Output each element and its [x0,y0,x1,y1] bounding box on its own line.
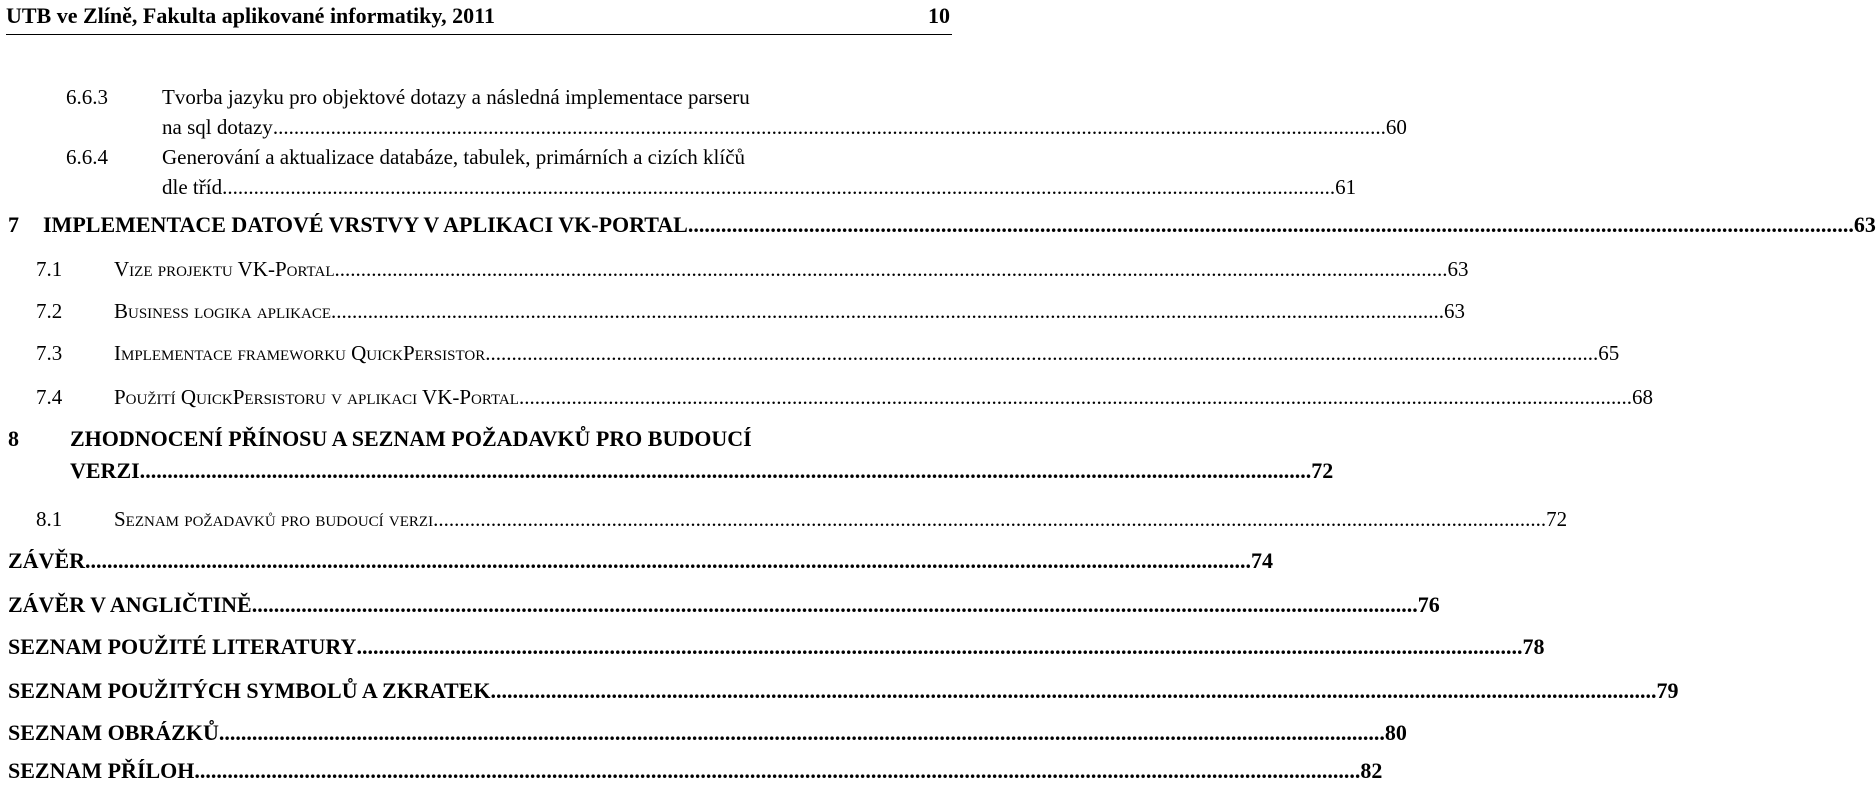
toc-entry-6-6-3-title-cont: na sql dotazy [162,115,273,139]
toc-entry-8-1-title: Seznam požadavků pro budoucí verzi [114,507,434,531]
leader-dots: .................................................................................................................................................................................................................... [194,758,1361,783]
toc-entry-symboly[interactable] [8,676,1679,706]
toc-entry-literatura-title: SEZNAM POUŽITÉ LITERATURY [8,634,357,659]
toc-entry-7-number: 7 [8,212,19,237]
toc-entry-7-page: 63 [1853,212,1876,237]
toc-entry-obrazky-title: SEZNAM OBRÁZKŮ [8,720,219,745]
toc-entry-obrazky[interactable] [8,718,1407,748]
toc-entry-zaver[interactable] [8,546,1274,576]
toc-entry-literatura[interactable] [8,632,1545,662]
toc-entry-zaver-title: ZÁVĚR [8,548,86,573]
toc-entry-7-4-number: 7.4 [36,385,63,409]
leader-dots: .................................................................................................................................................................................................................... [145,458,1312,483]
toc-entry-8-1[interactable] [36,504,1568,534]
toc-entry-8-1-number: 8.1 [36,507,63,531]
toc-entry-zaver-anglictina-page: 76 [1417,592,1440,617]
toc-entry-7-3-number: 7.3 [36,341,63,365]
leader-dots: .................................................................................................................................................................................................................... [334,257,1448,281]
toc-entry-6-6-4-title: Generování a aktualizace databáze, tabulek, primárních a cizích klíčů [162,145,746,169]
leader-dots: .................................................................................................................................................................................................................... [356,634,1523,659]
leader-dots: .................................................................................................................................................................................................................... [331,299,1445,323]
toc-entry-prilohy[interactable] [8,756,1383,786]
toc-entry-8-title: ZHODNOCENÍ PŘÍNOSU A SEZNAM POŽADAVKŮ PRO BUDOUCÍ [70,426,752,451]
toc-entry-6-6-3-page: 60 [1385,115,1407,139]
toc-entry-7-2[interactable] [36,296,1466,326]
toc-entry-prilohy-title: SEZNAM PŘÍLOH [8,758,195,783]
header-page-number: 10 [928,3,950,28]
toc-entry-7-3[interactable] [36,338,1620,368]
toc-entry-8[interactable] [70,456,1334,486]
toc-entry-8-1-page: 72 [1546,507,1568,531]
toc-entry-symboly-page: 79 [1656,678,1679,703]
leader-dots: .................................................................................................................................................................................................................... [222,175,1336,199]
header-title: UTB ve Zlíně, Fakulta aplikované informatiky, 2011 [6,3,495,28]
toc-entry-8-number: 8 [8,426,19,451]
toc-entry-6-6-3-number: 6.6.3 [66,85,108,109]
toc-entry-7-1-page: 63 [1447,257,1469,281]
toc-entry-6-6-3-title: Tvorba jazyku pro objektové dotazy a následná implementace parseru [162,85,750,109]
toc-entry-7-3-page: 65 [1598,341,1620,365]
toc-entry-6-6-4-number: 6.6.4 [66,145,108,169]
page-header [6,0,952,35]
toc-entry-obrazky-page: 80 [1384,720,1407,745]
leader-dots: .................................................................................................................................................................................................................... [490,678,1657,703]
leader-dots: .................................................................................................................................................................................................................... [272,115,1386,139]
toc-entry-6-6-4[interactable] [162,172,1357,202]
leader-dots: .................................................................................................................................................................................................................... [433,507,1547,531]
toc-entry-7-1-title: Vize projektu VK-Portal [114,257,335,281]
toc-entry-literatura-page: 78 [1522,634,1545,659]
toc-entry-prilohy-page: 82 [1360,758,1383,783]
leader-dots: .................................................................................................................................................................................................................... [485,341,1599,365]
toc-entry-zaver-page: 74 [1251,548,1274,573]
toc-entry-6-6-3[interactable] [162,112,1407,142]
toc-entry-7-4[interactable] [36,382,1653,412]
toc-entry-7-4-title: Použití QuickPersistoru v aplikaci VK-Portal [114,385,519,409]
leader-dots: .................................................................................................................................................................................................................... [85,548,1252,573]
leader-dots: .................................................................................................................................................................................................................... [518,385,1632,409]
toc-entry-7-title: IMPLEMENTACE DATOVÉ VRSTVY V APLIKACI VK-PORTAL [43,212,688,237]
toc-entry-7-2-page: 63 [1444,299,1466,323]
toc-entry-6-6-4-title-cont: dle tříd [162,175,223,199]
toc-entry-8-title-cont: VERZI. [70,458,146,483]
toc-entry-7-3-title: Implementace frameworku QuickPersistor [114,341,486,365]
toc-entry-symboly-title: SEZNAM POUŽITÝCH SYMBOLŮ A ZKRATEK [8,678,491,703]
toc-entry-8-page: 72 [1311,458,1334,483]
toc-entry-6-6-4-page: 61 [1335,175,1357,199]
toc-entry-7-2-number: 7.2 [36,299,63,323]
toc-entry-7-1[interactable] [36,254,1469,284]
toc-entry-7-2-title: Business logika aplikace [114,299,332,323]
toc-entry-7-1-number: 7.1 [36,257,63,281]
toc-entry-zaver-anglictina-title: ZÁVĚR V ANGLIČTINĚ [8,592,252,617]
toc-entry-7[interactable] [8,210,1876,240]
toc-entry-7-4-page: 68 [1631,385,1653,409]
leader-dots: .................................................................................................................................................................................................................... [687,212,1854,237]
leader-dots: .................................................................................................................................................................................................................... [251,592,1418,617]
toc-entry-zaver-anglictina[interactable] [8,590,1440,620]
leader-dots: .................................................................................................................................................................................................................... [218,720,1385,745]
